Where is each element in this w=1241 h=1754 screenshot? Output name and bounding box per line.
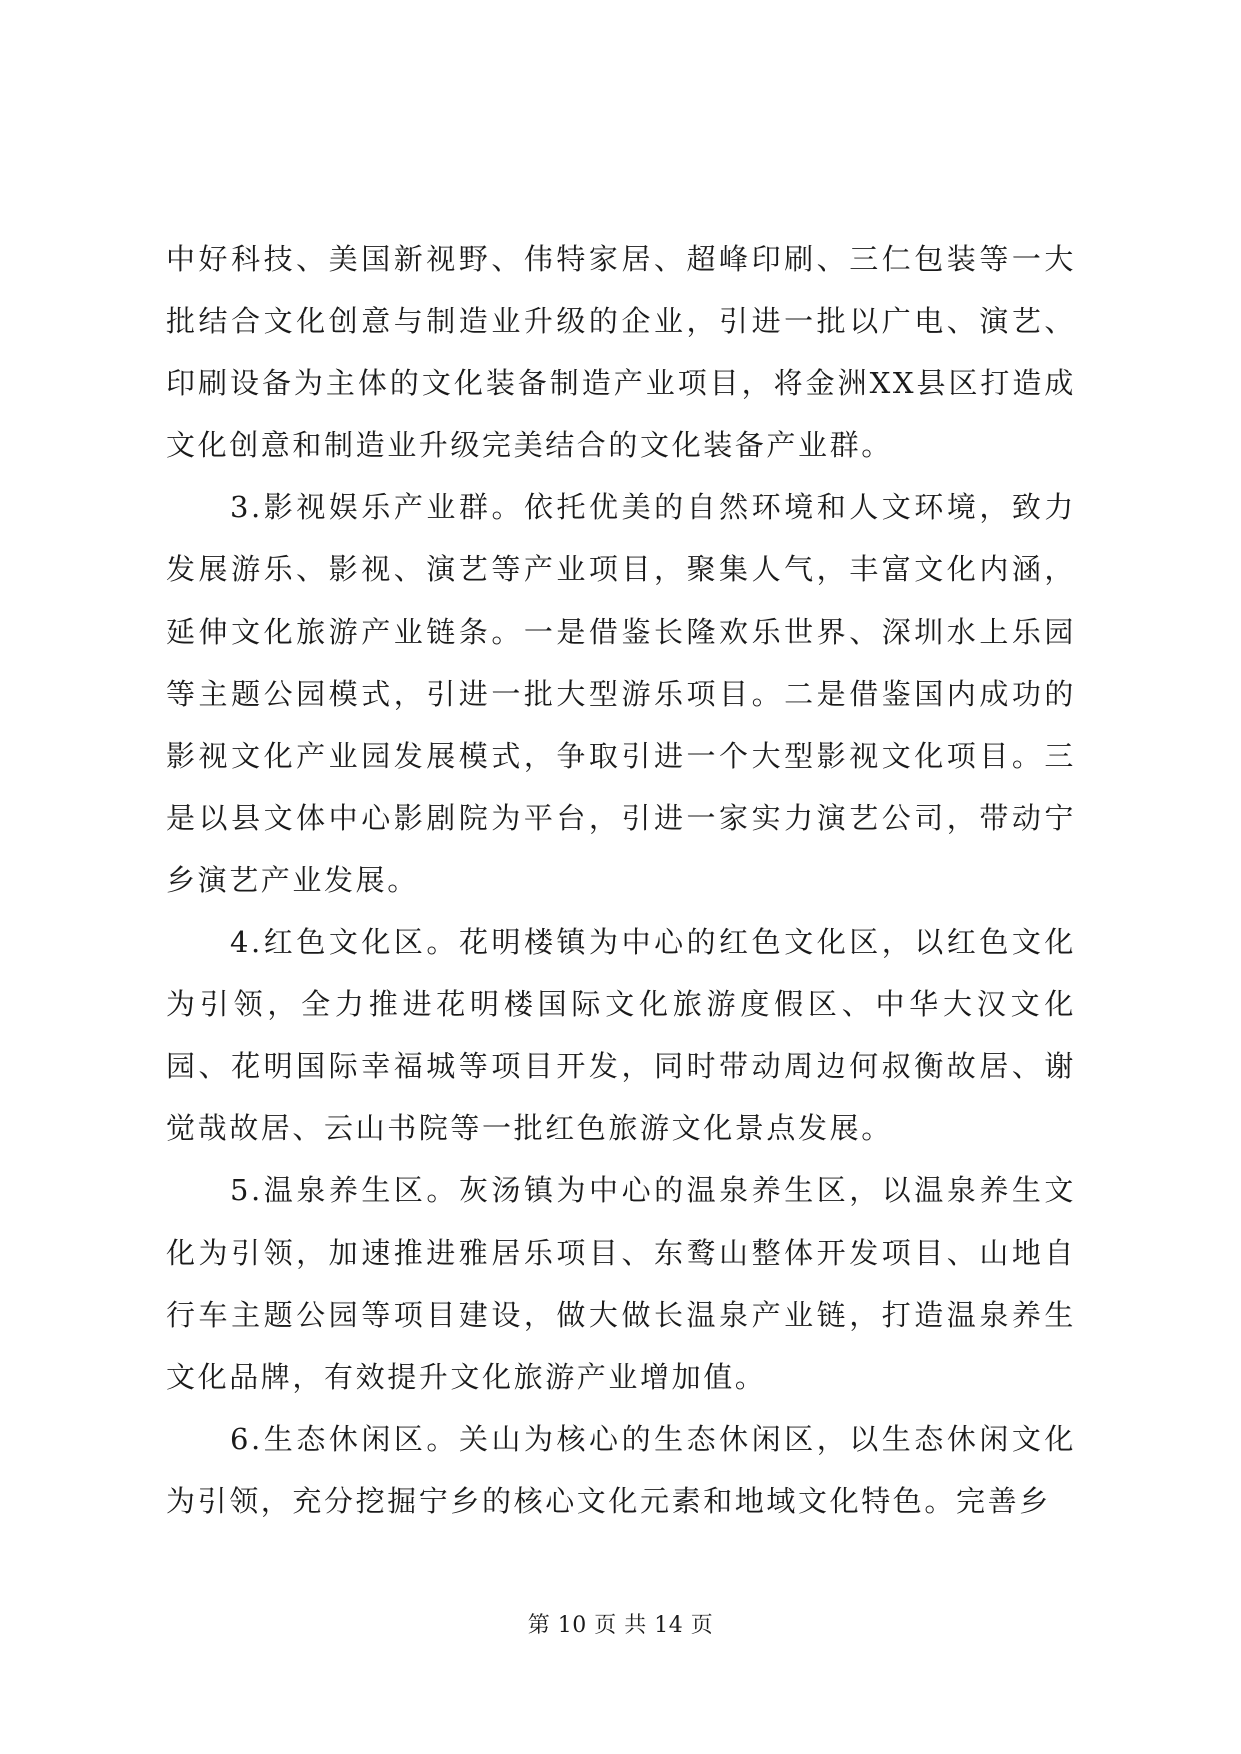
paragraph-hot-spring: 5.温泉养生区。灰汤镇为中心的温泉养生区，以温泉养生文化为引领，加速推进雅居乐项目、东鹜山整体开发项目、山地自行车主题公园等项目建设，做大做长温泉产业链，打造温泉养生文化品牌，有效提升文化旅游产业增加值。 [166, 1173, 1076, 1394]
paragraph-red-culture: 4.红色文化区。花明楼镇为中心的红色文化区，以红色文化为引领，全力推进花明楼国际文化旅游度假区、中华大汉文化园、花明国际幸福城等项目开发，同时带动周边何叔衡故居、谢觉哉故居、云山书院等一批红色旅游文化景点发展。 [166, 925, 1076, 1146]
paragraph-eco-leisure: 6.生态休闲区。关山为核心的生态休闲区，以生态休闲文化为引领，充分挖掘宁乡的核心文化元素和地域文化特色。完善乡 [166, 1421, 1076, 1518]
paragraph-film-entertainment: 3.影视娱乐产业群。依托优美的自然环境和人文环境，致力发展游乐、影视、演艺等产业项目，聚集人气，丰富文化内涵，延伸文化旅游产业链条。一是借鉴长隆欢乐世界、深圳水上乐园等主题公园模式，引进一批大型游乐项目。二是借鉴国内成功的影视文化产业园发展模式，争取引进一个大型影视文化项目。三是以县文体中心影剧院为平台，引进一家实力演艺公司，带动宁乡演艺产业发展。 [166, 490, 1076, 897]
page-number-footer: 第 10 页 共 14 页 [527, 1613, 714, 1638]
paragraph-continuation: 中好科技、美国新视野、伟特家居、超峰印刷、三仁包装等一大批结合文化创意与制造业升级的企业，引进一批以广电、演艺、印刷设备为主体的文化装备制造产业项目，将金洲XX县区打造成文化创意和制造业升级完美结合的文化装备产业群。 [166, 242, 1076, 463]
document-body [166, 228, 1076, 1532]
